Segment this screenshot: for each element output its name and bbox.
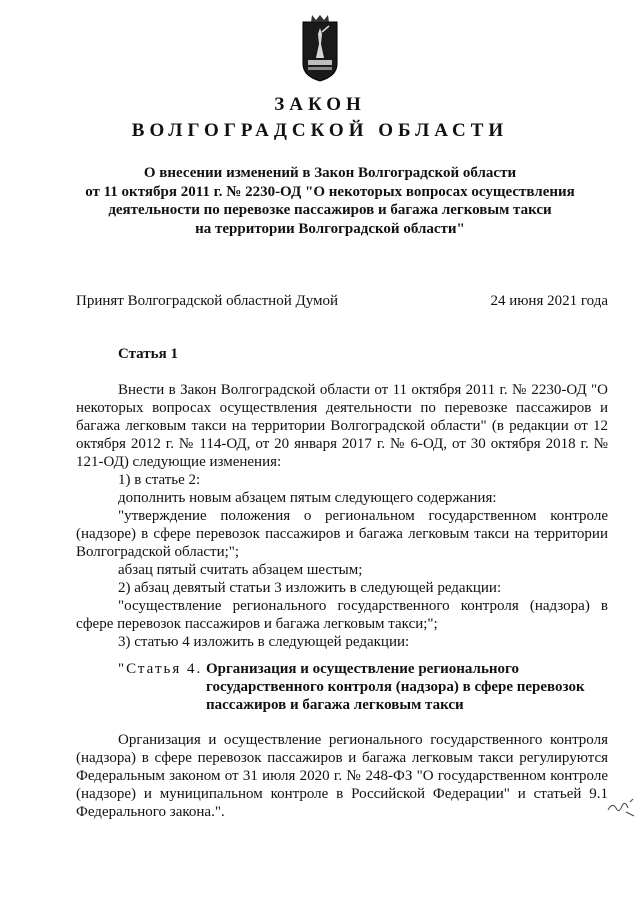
article-1-intro: Внести в Закон Волгоградской области от 11 октября 2011 г. № 2230-ОД "О некоторых вопросах осуществления деятельности по перевозке пассажиров и багажа легковым такси на территории Волгоградской области" (в редакции от 12 октября 2012 г. № 114-ОД, от 20 января 2017 г. № 6-ОД, от 30 октября 2018 г. № 121-ОД) следующие изменения: bbox=[76, 382, 608, 470]
volgograd-coat-of-arms-icon bbox=[302, 14, 338, 82]
article-4-label: "Статья 4. bbox=[118, 661, 203, 677]
article-4-heading bbox=[118, 660, 608, 714]
handwritten-mark-icon bbox=[606, 796, 636, 820]
amendment-item: "утверждение положения о региональном государственном контроле (надзоре) в сфере перевозок пассажиров и багажа легковым такси на территории Волгоградской области;"; bbox=[76, 508, 608, 560]
amendment-item: дополнить новым абзацем пятым следующего содержания: bbox=[118, 490, 497, 506]
heading-line: деятельности по перевозке пассажиров и багажа легковым такси bbox=[108, 202, 552, 218]
amendment-item: "осуществление регионального государственного контроля (надзора) в сфере перевозок пассажиров и багажа легковым такси;"; bbox=[76, 598, 608, 632]
article-4-text: Организация и осуществление регионального государственного контроля (надзора) в сфере перевозок пассажиров и багажа легковым такси регулируются Федеральным законом от 31 июля 2020 г. № 248-ФЗ "О государственном контроле (надзоре) и муниципальном контроле в Российской Федерации" и статьей 9.1 Федерального закона.". bbox=[76, 732, 608, 820]
region-title: ВОЛГОГРАДСКОЙ ОБЛАСТИ bbox=[131, 120, 509, 141]
heading-line: на территории Волгоградской области" bbox=[195, 220, 465, 237]
article-4-title-line: Организация и осуществление регионального bbox=[205, 661, 519, 677]
heading-line: от 11 октября 2011 г. № 2230-ОД "О некоторых вопросах осуществления bbox=[85, 183, 575, 200]
article-1-body bbox=[76, 381, 608, 651]
amendment-item: 3) статью 4 изложить в следующей редакции: bbox=[118, 634, 410, 650]
article-4-title-line: пассажиров и багажа легковым такси bbox=[206, 697, 464, 713]
law-heading bbox=[70, 164, 590, 238]
adoption-date: 24 июня 2021 года bbox=[490, 293, 608, 309]
amendment-item: 2) абзац девятый статьи 3 изложить в следующей редакции: bbox=[118, 580, 502, 596]
adopted-by: Принят Волгоградской областной Думой bbox=[76, 293, 339, 309]
article-1-title: Статья 1 bbox=[118, 346, 178, 362]
heading-line: О внесении изменений в Закон Волгоградской области bbox=[143, 165, 517, 181]
article-4-body bbox=[76, 731, 608, 821]
amendment-item: абзац пятый считать абзацем шестым; bbox=[118, 562, 363, 578]
article-4-title-line: государственного контроля (надзора) в сфере перевозок bbox=[206, 679, 585, 695]
amendment-item: 1) в статье 2: bbox=[118, 472, 201, 488]
document-type-title: ЗАКОН bbox=[274, 94, 366, 115]
